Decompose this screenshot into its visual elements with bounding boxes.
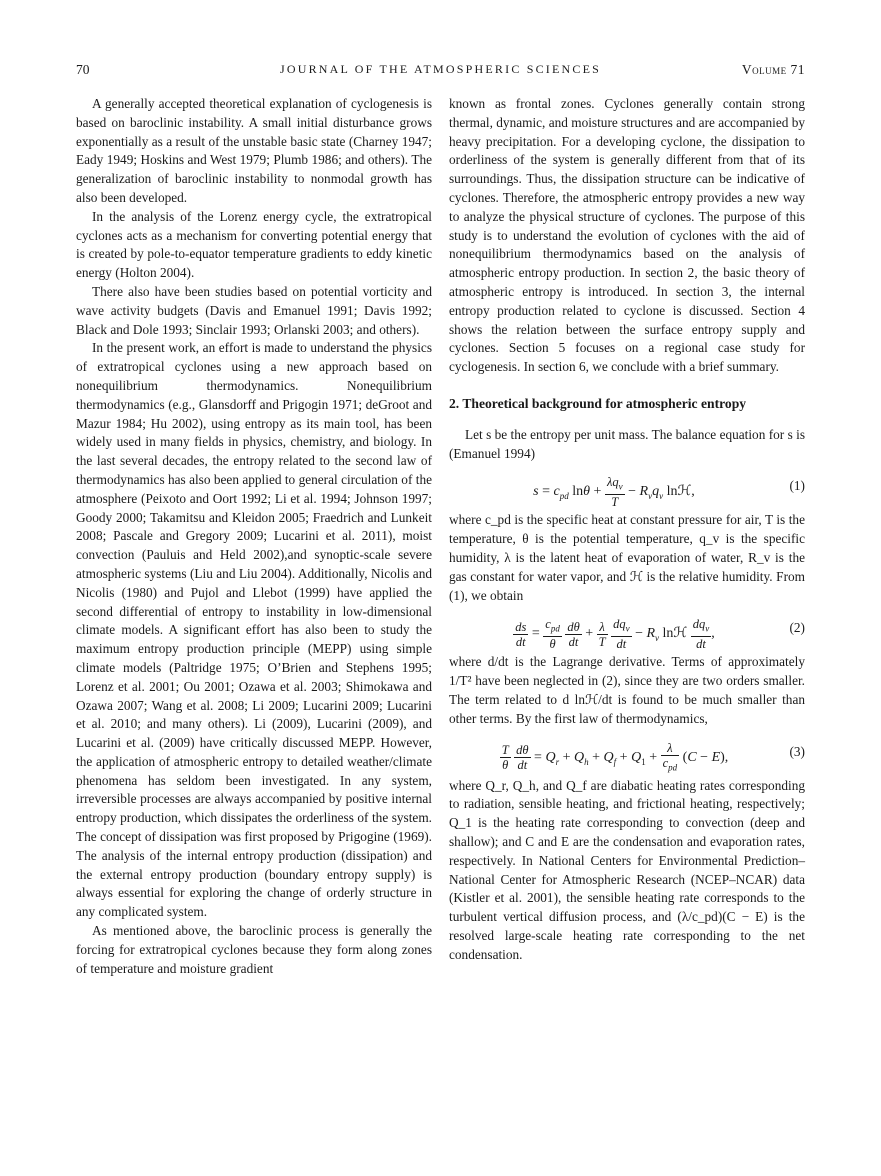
- page-header: [76, 62, 805, 82]
- paragraph: As mentioned above, the baroclinic process is generally the forcing for extratropical cyclones because they form along zones of temperature and moisture gradient: [76, 923, 432, 976]
- volume-label: Volume 71: [741, 62, 805, 77]
- paragraph: known as frontal zones. Cyclones generally contain strong thermal, dynamic, and moisture structures and are accompanied by heavy precipitation. For a developing cyclone, the dissipation to orderliness of the system is generally different from that of its surroundings. Thus, the dissipation structure can be indicative of cyclones. Therefore, the atmospheric entropy provides a new way to analyze the physical structure of cyclones. The purpose of this study is to understand the evolution of cyclones with the aid of nonequilibrium thermodynamics based on the analysis of atmospheric entropy production. In section 2, the basic theory of atmospheric entropy is introduced. In section 3, the internal entropy production related to cyclone is discussed. Section 4 shows the relation between the surface entropy supply and cyclones. Section 5 focuses on a regional case study for cyclogenesis. In section 6, we conclude with a brief summary.: [449, 96, 805, 375]
- equation-2: $\frac{ds}{dt}$ = $\frac{c_{pd}}{\theta}$ $\frac{d\theta}{dt}$ + $\frac{\lambda}{T}$ $\frac{dq_v}{dt}$ − $R_v$ lnℋ $\frac{dq_v}{dt}$ , (2): [515, 617, 805, 651]
- equation-number: (2): [789, 620, 805, 636]
- equation-3: $\frac{T}{\theta}$ $\frac{d\theta}{dt}$ = $Q_r + Q_h + Q_f + Q_1$ + $\frac{\lambda}{c_{pd}}$ (C − E), (3): [501, 740, 805, 773]
- paragraph: A generally accepted theoretical explanation of cyclogenesis is based on baroclinic instability. A small initial disturbance grows exponentially as a result of the unstable basic state (Charney 1947; Eady 1949; Hoskins and West 1979; Plumb 1986; and others). The generalization of baroclinic instability to nonmodal growth has also been developed.: [76, 96, 432, 205]
- paragraph: where c_pd is the specific heat at constant pressure for air, T is the temperature, θ is the potential temperature, q_v is the specific humidity, λ is the latent heat of evaporation of water, R_v is the gas constant for water vapor, and ℋ is the relative humidity. From (1), we obtain: [449, 512, 805, 603]
- left-column: [76, 95, 432, 978]
- paragraph: where d/dt is the Lagrange derivative. Terms of approximately 1/T² have been neglected in (2), since they are two orders smaller. The term related to d lnℋ/dt is found to be much smaller than other terms. By the first law of thermodynamics,: [449, 654, 805, 726]
- right-column: [449, 95, 805, 964]
- equation-number: (1): [789, 478, 805, 494]
- paragraph: where Q_r, Q_h, and Q_f are diabatic heating rates corresponding to radiation, sensible heating, and frictional heating, respectively; Q_1 is the heating rate corresponding to convection (deep and shallow); and C and E are the condensation and evaporation rates, respectively. In National Centers for Environmental Prediction–National Center for Atmospheric Research (NCEP–NCAR) data (Kistler et al. 2001), the sensible heating rate corresponds to the turbulent vertical diffusion process, and (λ/c_pd)(C − E) is the resolved large-scale heating rate corresponding to the net condensation.: [449, 777, 805, 962]
- paragraph: There also have been studies based on potential vorticity and wave activity budgets (Davis and Emanuel 1991; Davis 1992; Black and Dole 1993; Sinclair 1993; Orlanski 2003; and others).: [76, 283, 432, 337]
- paragraph: In the present work, an effort is made to understand the physics of extratropical cyclones using a new approach based on nonequilibrium thermodynamics. Nonequilibrium thermodynamics (e.g., Glansdorff and Prigogin 1971; deGroot and Mazur 1984; Hu 2002), using entropy as its main tool, has been widely used in many fields in physics, chemistry, and biology. In the last several decades, the entropy related to the second law of thermodynamics has also been applied to general circulation of the atmosphere (Peixoto and Oort 1992; Li et al. 1994; Johnson 1997; Goody 2000; Takamitsu and Kleidon 2005; Fraedrich and Lunkeit 2008; Pascale and Gregory 2009; Lucarini et al. 2011), moist convection (Pauluis and Held 2002),and synoptic-scale severe atmospheric systems (Liu and Liu 2004). Additionally, Nicolis and Nicolis (1980) and Pujol and Llebot (1999) have applied the second differential of entropy to instability in low-dimensional climate models. A significant effort has also been to study the maximum entropy production principle (MEPP) using simple climate models (Paltridge 1975; O’Brien and Stephens 1995; Lorenz et al. 2001; Ou 2001; Ozawa et al. 2003; Shimokawa and Ozawa 2007; Wang et al. 2008; Li 2009; Lucarini 2009; Lucarini et al. 2010; and many others). Li (2009), Lucarini (2009), and Lucarini et al. (2009) have critically discussed MEPP. However, the application of atmospheric entropy to detailed weather/climate phenomena has seldom been investigated. In any system, irreversible processes are always accompanied by positive internal entropy production, which dissipates the orderliness of the system. The concept of dissipation was first proposed by Prigogine (1969). The analysis of the internal entropy production (dissipation) and the external entropy production (boundary entropy supply) is always essential for exploring the change of orderly structure in any complicated system.: [76, 340, 432, 920]
- equation-number: (3): [789, 743, 805, 759]
- page-number: 70: [76, 62, 90, 77]
- equation-1: $s = c_{pd}$ lnθ + $\frac{\lambda q_v}{T}$ − $R_vq_v$ lnℋ, (1): [533, 475, 805, 509]
- journal-title: JOURNAL OF THE ATMOSPHERIC SCIENCES: [279, 62, 602, 76]
- paragraph: In the analysis of the Lorenz energy cycle, the extratropical cyclones acts as a mechanism for converting potential energy that is created by pole-to-equator temperature gradients to eddy kinetic energy (Holton 2004).: [76, 208, 432, 281]
- section-heading: 2. Theoretical background for atmospheric entropy: [449, 395, 747, 411]
- paragraph: Let s be the entropy per unit mass. The balance equation for s is (Emanuel 1994): [449, 426, 805, 461]
